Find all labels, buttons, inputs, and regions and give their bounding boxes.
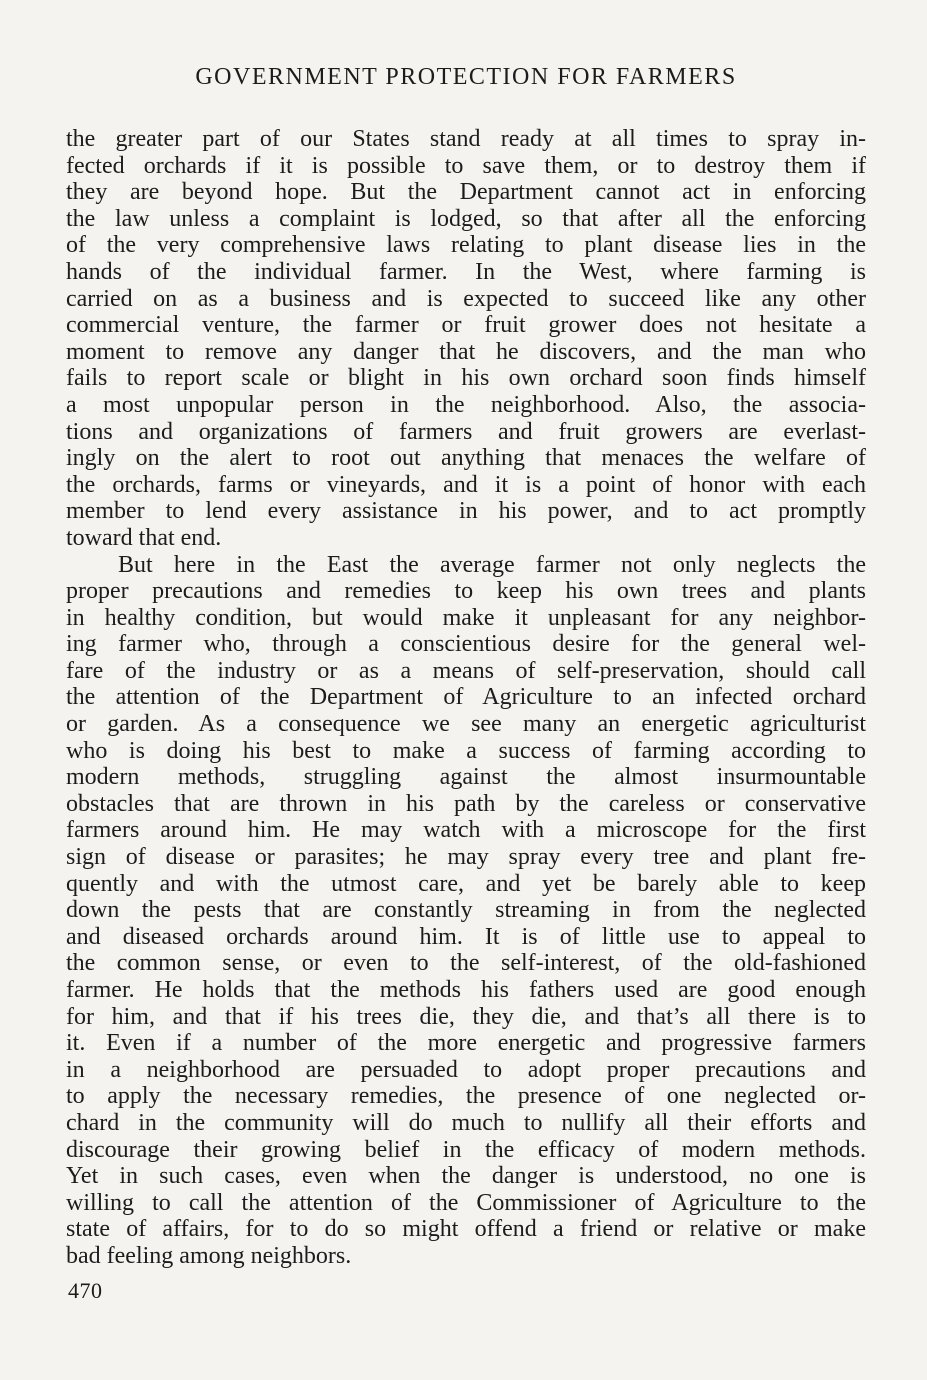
- text-line: fected orchards if it is possible to save them, or to destroy them if: [66, 152, 866, 179]
- text-line: who is doing his best to make a success of farming according to: [66, 737, 866, 764]
- text-line: member to lend every assistance in his power, and to act promptly: [66, 498, 866, 525]
- text-line: or garden. As a consequence we see many an energetic agriculturist: [66, 711, 866, 738]
- text-line: modern methods, struggling against the almost insurmountable: [66, 764, 866, 791]
- paragraph-2: [66, 552, 866, 1270]
- text-line: ingly on the alert to root out anything that menaces the welfare of: [66, 445, 866, 472]
- text-line: down the pests that are constantly streaming in from the neglected: [66, 897, 866, 924]
- text-line: chard in the community will do much to nullify all their efforts and: [66, 1109, 866, 1136]
- text-line: the common sense, or even to the self-interest, of the old-fashioned: [66, 950, 866, 977]
- paragraph-1: [66, 126, 866, 552]
- text-line: proper precautions and remedies to keep his own trees and plants: [66, 578, 866, 605]
- text-line: they are beyond hope. But the Department cannot act in enforcing: [66, 179, 866, 206]
- text-line: in a neighborhood are persuaded to adopt proper precautions and: [66, 1056, 866, 1083]
- text-line: quently and with the utmost care, and yet be barely able to keep: [66, 870, 866, 897]
- text-line: commercial venture, the farmer or fruit grower does not hesitate a: [66, 312, 866, 339]
- text-line: willing to call the attention of the Commissioner of Agriculture to the: [66, 1189, 866, 1216]
- body-text: [66, 126, 866, 1270]
- text-line: Yet in such cases, even when the danger is understood, no one is: [66, 1163, 866, 1190]
- text-line: farmers around him. He may watch with a microscope for the first: [66, 817, 866, 844]
- text-line: toward that end.: [66, 524, 222, 551]
- text-line: fare of the industry or as a means of self-preservation, should call: [66, 657, 866, 684]
- text-line: the greater part of our States stand ready at all times to spray in-: [66, 126, 866, 152]
- text-line: in healthy condition, but would make it unpleasant for any neighbor-: [66, 604, 866, 631]
- text-line: of the very comprehensive laws relating to plant disease lies in the: [66, 232, 866, 259]
- text-line: state of affairs, for to do so might offend a friend or relative or make: [66, 1216, 866, 1243]
- running-head: GOVERNMENT PROTECTION FOR FARMERS: [195, 64, 737, 90]
- text-line: bad feeling among neighbors.: [66, 1242, 352, 1269]
- text-line: for him, and that if his trees die, they die, and that’s all there is to: [66, 1003, 866, 1030]
- text-line: sign of disease or parasites; he may spray every tree and plant fre-: [66, 844, 866, 871]
- text-line: the law unless a complaint is lodged, so that after all the enforcing: [66, 205, 866, 232]
- text-line: fails to report scale or blight in his own orchard soon finds himself: [66, 365, 866, 392]
- text-line: tions and organizations of farmers and fruit growers are everlast-: [66, 418, 866, 445]
- text-line: to apply the necessary remedies, the presence of one neglected or-: [66, 1083, 866, 1110]
- text-line: farmer. He holds that the methods his fathers used are good enough: [66, 977, 866, 1003]
- text-line: the orchards, farms or vineyards, and it is a point of honor with each: [66, 471, 866, 498]
- text-line: carried on as a business and is expected to succeed like any other: [66, 285, 866, 312]
- text-line: it. Even if a number of the more energetic and progressive farmers: [66, 1030, 866, 1057]
- text-line: But here in the East the average farmer not only neglects the: [118, 551, 866, 578]
- text-line: ing farmer who, through a conscientious desire for the general wel-: [66, 631, 866, 658]
- text-line: discourage their growing belief in the efficacy of modern methods.: [66, 1136, 866, 1163]
- text-line: moment to remove any danger that he discovers, and the man who: [66, 338, 866, 365]
- text-line: hands of the individual farmer. In the West, where farming is: [66, 258, 866, 285]
- text-line: the attention of the Department of Agriculture to an infected orchard: [66, 684, 866, 711]
- page-number: 470: [68, 1278, 103, 1303]
- text-line: a most unpopular person in the neighborhood. Also, the associa-: [66, 391, 866, 418]
- text-line: obstacles that are thrown in his path by the careless or conservative: [66, 790, 866, 817]
- text-line: and diseased orchards around him. It is of little use to appeal to: [66, 923, 866, 950]
